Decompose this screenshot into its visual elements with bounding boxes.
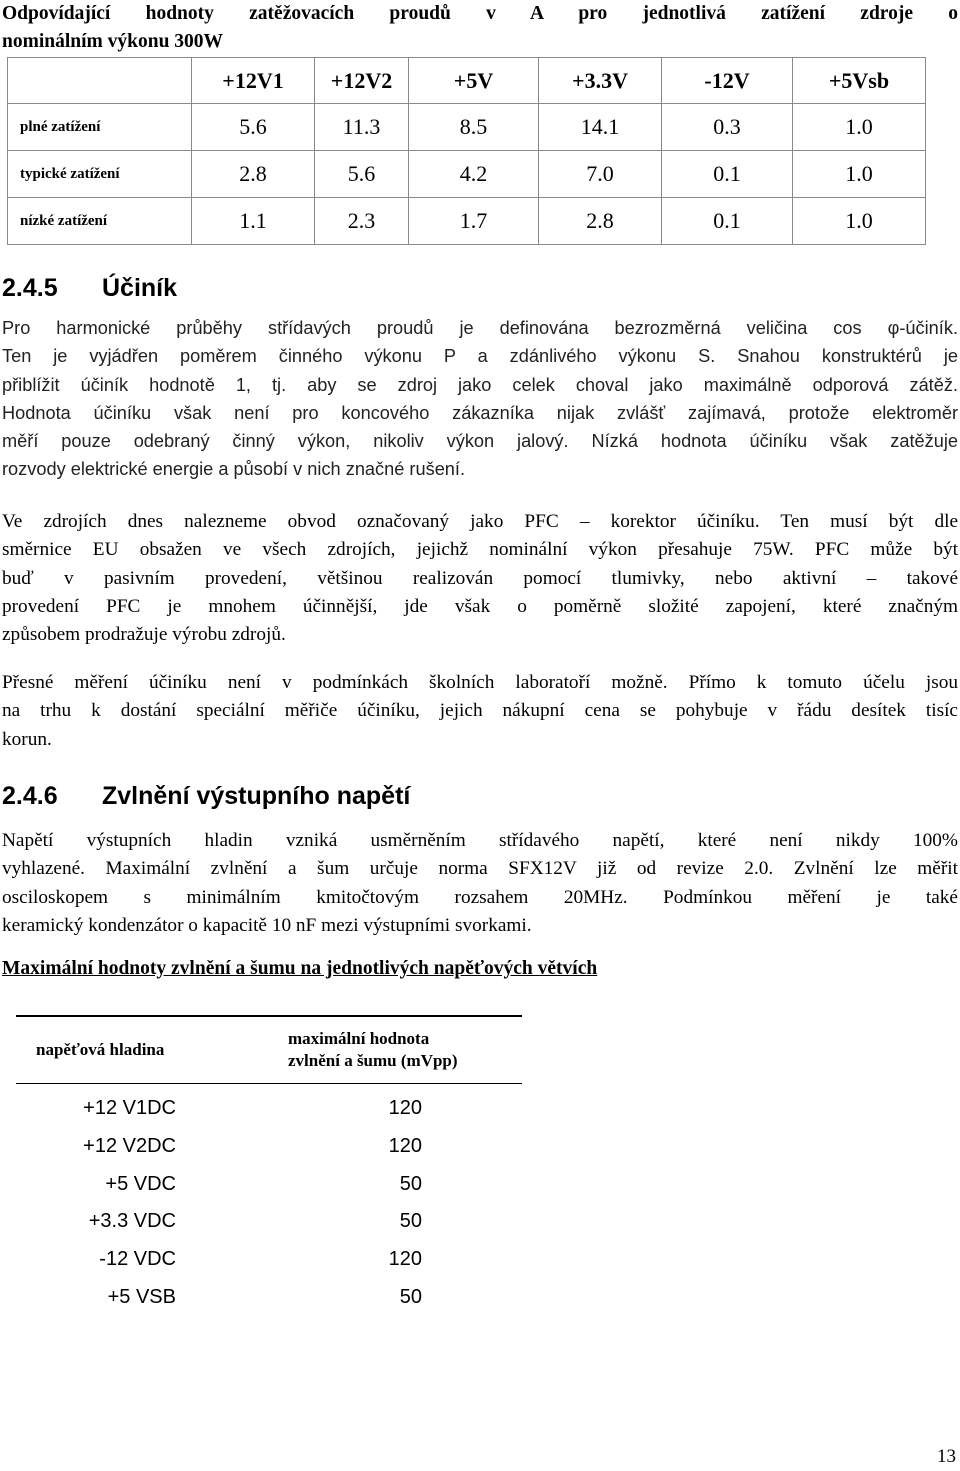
paragraph-power-factor-3 [2, 669, 958, 754]
table-cell: 0.3 [662, 104, 793, 151]
header-line: maximální hodnota [288, 1029, 430, 1048]
table-cell: 1.0 [793, 151, 926, 198]
section-heading-power-factor [2, 274, 177, 303]
header-cell: napěťová hladina [36, 1040, 165, 1059]
table-row [16, 1241, 522, 1279]
text-line: Napětí výstupních hladin vzniká usměrněním střídavého napětí, které není nikdy 100% [2, 830, 958, 851]
text-line: Pro harmonické průběhy střídavých proudů je definována bezrozměrná veličina cos φ-účiník. [2, 318, 958, 338]
text-line: způsobem prodražuje výrobu zdrojů. [2, 624, 286, 646]
table-row [8, 198, 926, 245]
section-number: 2.4.5 [2, 274, 58, 302]
table-header-row [8, 58, 926, 104]
text-line: přiblížit účiník hodnotě 1, tj. aby se zdroj jako celek choval jako maximálně odporová zátěž. [2, 374, 958, 395]
text-line: keramický kondenzátor o kapacitě 10 nF mezi výstupními svorkami. [2, 914, 532, 936]
caption-line-1: Odpovídající hodnoty zatěžovacích proudů v A pro jednotlivá zatížení zdroje o [2, 3, 958, 24]
table-cell: 50 [399, 1285, 422, 1308]
table-cell: 1.7 [409, 198, 539, 245]
text-line: na trhu k dostání speciální měřiče účiníku, jejich nákupní cena se pohybuje v řádu desítek tisíc [2, 700, 958, 722]
table-row [16, 1090, 522, 1128]
header-cell: +12V2 [315, 58, 409, 104]
header-cell: +5Vsb [793, 58, 926, 104]
table-row [16, 1278, 522, 1316]
header-cell: +12V1 [192, 58, 315, 104]
table-body [16, 1084, 522, 1316]
table-cell: 11.3 [315, 104, 409, 151]
ripple-table [16, 1015, 522, 1316]
table-row [16, 1165, 522, 1203]
table-cell: +3.3 VDC [88, 1210, 176, 1233]
text-line: buď v pasivním provedení, většinou realizován pomocí tlumivky, nebo aktivní – takové [2, 567, 958, 589]
text-line: Hodnota účiníku však není pro koncového zákazníka nijak zvlášť zajímavá, protože elektroměr [2, 402, 958, 423]
table-row [16, 1203, 522, 1241]
caption-line-2: nominálním výkonu 300W [2, 31, 224, 52]
table-cell: 0.1 [662, 198, 793, 245]
header-cell [288, 1028, 522, 1072]
table-cell: 2.3 [315, 198, 409, 245]
table-caption-heading [2, 0, 958, 56]
text-line: rozvody elektrické energie a působí v nich značné rušení. [2, 459, 466, 480]
table-cell: 2.8 [539, 198, 662, 245]
text-line: měří pouze odebraný činný výkon, nikoliv výkon jalový. Nízká hodnota účiníku však zatěžuje [2, 431, 958, 452]
section-title: Zvlnění výstupního napětí [102, 782, 411, 810]
paragraph-power-factor-1 [2, 314, 958, 484]
text-line: Přesné měření účiníku není v podmínkách školních laboratoří možně. Přímo k tomuto účelu jsou [2, 672, 958, 693]
section-number: 2.4.6 [2, 782, 58, 810]
row-label: typické zatížení [8, 151, 192, 198]
table-cell: 14.1 [539, 104, 662, 151]
table-cell: -12 VDC [99, 1248, 176, 1271]
row-label: plné zatížení [8, 104, 192, 151]
table-cell: 120 [388, 1097, 422, 1120]
table-cell: +12 V1DC [83, 1097, 176, 1120]
paragraph-ripple [2, 827, 958, 940]
table-header-row [16, 1017, 522, 1083]
table-cell: 4.2 [409, 151, 539, 198]
header-cell: +5V [409, 58, 539, 104]
text-line: Ve zdrojích dnes nalezneme obvod označovaný jako PFC – korektor účiníku. Ten musí být dle [2, 511, 958, 532]
text-line: směrnice EU obsažen ve všech zdrojích, jejichž nominální výkon přesahuje 75W. PFC může být [2, 539, 958, 561]
table-cell: 1.1 [192, 198, 315, 245]
header-cell [8, 58, 192, 104]
table-cell: 5.6 [315, 151, 409, 198]
table-cell: +5 VDC [105, 1172, 176, 1195]
header-cell: -12V [662, 58, 793, 104]
text-line: osciloskopem s minimálním kmitočtovým rozsahem 20MHz. Podmínkou měření je také [2, 886, 958, 908]
paragraph-power-factor-2 [2, 508, 958, 649]
table-cell: 5.6 [192, 104, 315, 151]
text-line: korun. [2, 728, 52, 750]
header-line: zvlnění a šumu (mVpp) [288, 1051, 458, 1070]
table-row [8, 104, 926, 151]
page-number: 13 [937, 1446, 956, 1467]
text-line: vyhlazené. Maximální zvlnění a šum určuje norma SFX12V již od revize 2.0. Zvlnění lze měřit [2, 858, 958, 880]
table-row [16, 1128, 522, 1166]
ripple-table-title: Maximální hodnoty zvlnění a šumu na jednotlivých napěťových větvích [2, 958, 598, 979]
section-heading-ripple [2, 782, 410, 811]
table-cell: 1.0 [793, 104, 926, 151]
table-cell: 2.8 [192, 151, 315, 198]
table-cell: 1.0 [793, 198, 926, 245]
table-cell: 120 [388, 1135, 422, 1158]
text-line: provedení PFC je mnohem účinnější, jde však o poměrně složité zapojení, které značným [2, 595, 958, 617]
table-cell: 8.5 [409, 104, 539, 151]
table-cell: +12 V2DC [83, 1135, 176, 1158]
load-current-table [7, 57, 926, 245]
table-cell: 50 [399, 1210, 422, 1233]
table-cell: 50 [399, 1172, 422, 1195]
table-cell: +5 VSB [107, 1285, 176, 1308]
table-cell: 0.1 [662, 151, 793, 198]
table-row [8, 151, 926, 198]
row-label: nízké zatížení [8, 198, 192, 245]
text-line: Ten je vyjádřen poměrem činného výkonu P a zdánlivého výkonu S. Snahou konstruktérů je [2, 346, 958, 367]
header-cell: +3.3V [539, 58, 662, 104]
table-cell: 120 [388, 1248, 422, 1271]
section-title: Účiník [102, 274, 178, 302]
table-cell: 7.0 [539, 151, 662, 198]
